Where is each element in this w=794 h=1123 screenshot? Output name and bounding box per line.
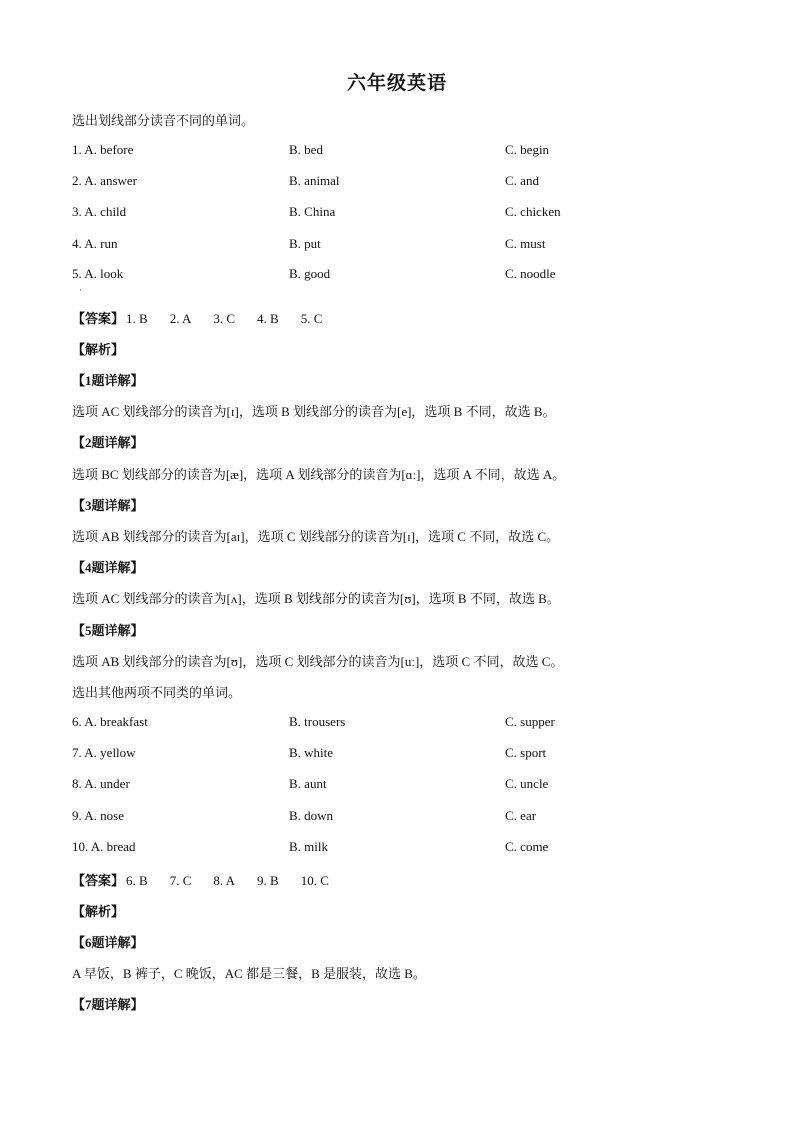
analysis-label-2: 【解析】 xyxy=(72,904,125,919)
q7-option-b: B. white xyxy=(289,745,334,760)
q4-option-a: run xyxy=(100,236,118,251)
answer-item: 7. C xyxy=(169,873,192,888)
answer-item: 5. C xyxy=(300,311,323,326)
detail-text-6: A 早饭，B 裤子，C 晚饭，AC 都是三餐，B 是服装，故选 B。 xyxy=(72,966,426,981)
q9-option-b: B. down xyxy=(289,808,334,823)
detail-head-3: 【3题详解】 xyxy=(72,498,144,513)
detail-text-2: 选项 BC 划线部分的读音为[æ]，选项 A 划线部分的读音为[ɑː]，选项 A 不同，故选 A。 xyxy=(72,467,566,482)
answer-line-2 xyxy=(72,870,329,889)
answer-item: 1. B xyxy=(126,311,148,326)
detail-text-1: 选项 AC 划线部分的读音为[ɪ]，选项 B 划线部分的读音为[e]，选项 B 不同，故选 B。 xyxy=(72,404,556,419)
q2-option-b: B. animal xyxy=(289,173,340,188)
detail-head-2: 【2题详解】 xyxy=(72,435,144,450)
q6-option-a: 6. A. breakfast xyxy=(72,714,148,729)
q1-option-c: C. begin xyxy=(505,142,550,157)
stray-mark: · xyxy=(79,285,82,295)
answer-item: 2. A xyxy=(169,311,192,326)
q6-option-b: B. trousers xyxy=(289,714,346,729)
section2-instruction: 选出其他两项不同类的单词。 xyxy=(72,685,242,700)
q4-option-b: B. put xyxy=(289,236,321,251)
answer-item: 4. B xyxy=(257,311,279,326)
q5-num: 5. A. xyxy=(72,266,97,281)
q5-option-b: B. good xyxy=(289,266,331,281)
q2-num: 2. A. xyxy=(72,173,97,188)
q2-option-c: C. and xyxy=(505,173,539,188)
q9-option-c: C. ear xyxy=(505,808,537,823)
q5-option-a: look xyxy=(100,266,124,281)
q1-option-a: before xyxy=(100,142,134,157)
answer-item: 9. B xyxy=(257,873,279,888)
answer-item: 8. A xyxy=(213,873,236,888)
q4-num: 4. A. xyxy=(72,236,97,251)
section1-instruction: 选出划线部分读音不同的单词。 xyxy=(72,113,255,128)
q7-option-a: 7. A. yellow xyxy=(72,745,136,760)
detail-head-7: 【7题详解】 xyxy=(72,997,144,1012)
q3-option-a: child xyxy=(100,204,127,219)
detail-text-5: 选项 AB 划线部分的读音为[ʊ]，选项 C 划线部分的读音为[uː]，选项 C 不同，故选 C。 xyxy=(72,654,564,669)
q8-option-b: B. aunt xyxy=(289,776,327,791)
detail-text-4: 选项 AC 划线部分的读音为[ʌ]，选项 B 划线部分的读音为[ʊ]，选项 B 不同，故选 B。 xyxy=(72,591,560,606)
q10-option-c: C. come xyxy=(505,839,549,854)
q2-option-a: answer xyxy=(100,173,137,188)
detail-head-5: 【5题详解】 xyxy=(72,623,144,638)
detail-head-1: 【1题详解】 xyxy=(72,373,144,388)
answer-item: 10. C xyxy=(300,873,329,888)
q3-num: 3. A. xyxy=(72,204,97,219)
q9-option-a: 9. A. nose xyxy=(72,808,124,823)
q8-option-a: 8. A. under xyxy=(72,776,130,791)
answer-item: 6. B xyxy=(126,873,148,888)
q10-option-a: 10. A. bread xyxy=(72,839,136,854)
q1-num: 1. A. xyxy=(72,142,97,157)
q8-option-c: C. uncle xyxy=(505,776,549,791)
detail-head-6: 【6题详解】 xyxy=(72,935,144,950)
detail-head-4: 【4题详解】 xyxy=(72,560,144,575)
q3-option-c: C. chicken xyxy=(505,204,561,219)
q4-option-c: C. must xyxy=(505,236,546,251)
detail-text-3: 选项 AB 划线部分的读音为[aɪ]，选项 C 划线部分的读音为[ɪ]，选项 C 不同，故选 C。 xyxy=(72,529,560,544)
answer-item: 3. C xyxy=(213,311,236,326)
q6-option-c: C. supper xyxy=(505,714,555,729)
q10-option-b: B. milk xyxy=(289,839,329,854)
q7-option-c: C. sport xyxy=(505,745,547,760)
q3-option-b: B. China xyxy=(289,204,336,219)
answer-label: 【答案】 xyxy=(72,311,125,326)
q5-option-c: C. noodle xyxy=(505,266,556,281)
answer-label: 【答案】 xyxy=(72,873,125,888)
page-title: 六年级英语 xyxy=(346,73,447,94)
q1-option-b: B. bed xyxy=(289,142,323,157)
answer-line-1 xyxy=(72,308,322,327)
analysis-label: 【解析】 xyxy=(72,342,125,357)
